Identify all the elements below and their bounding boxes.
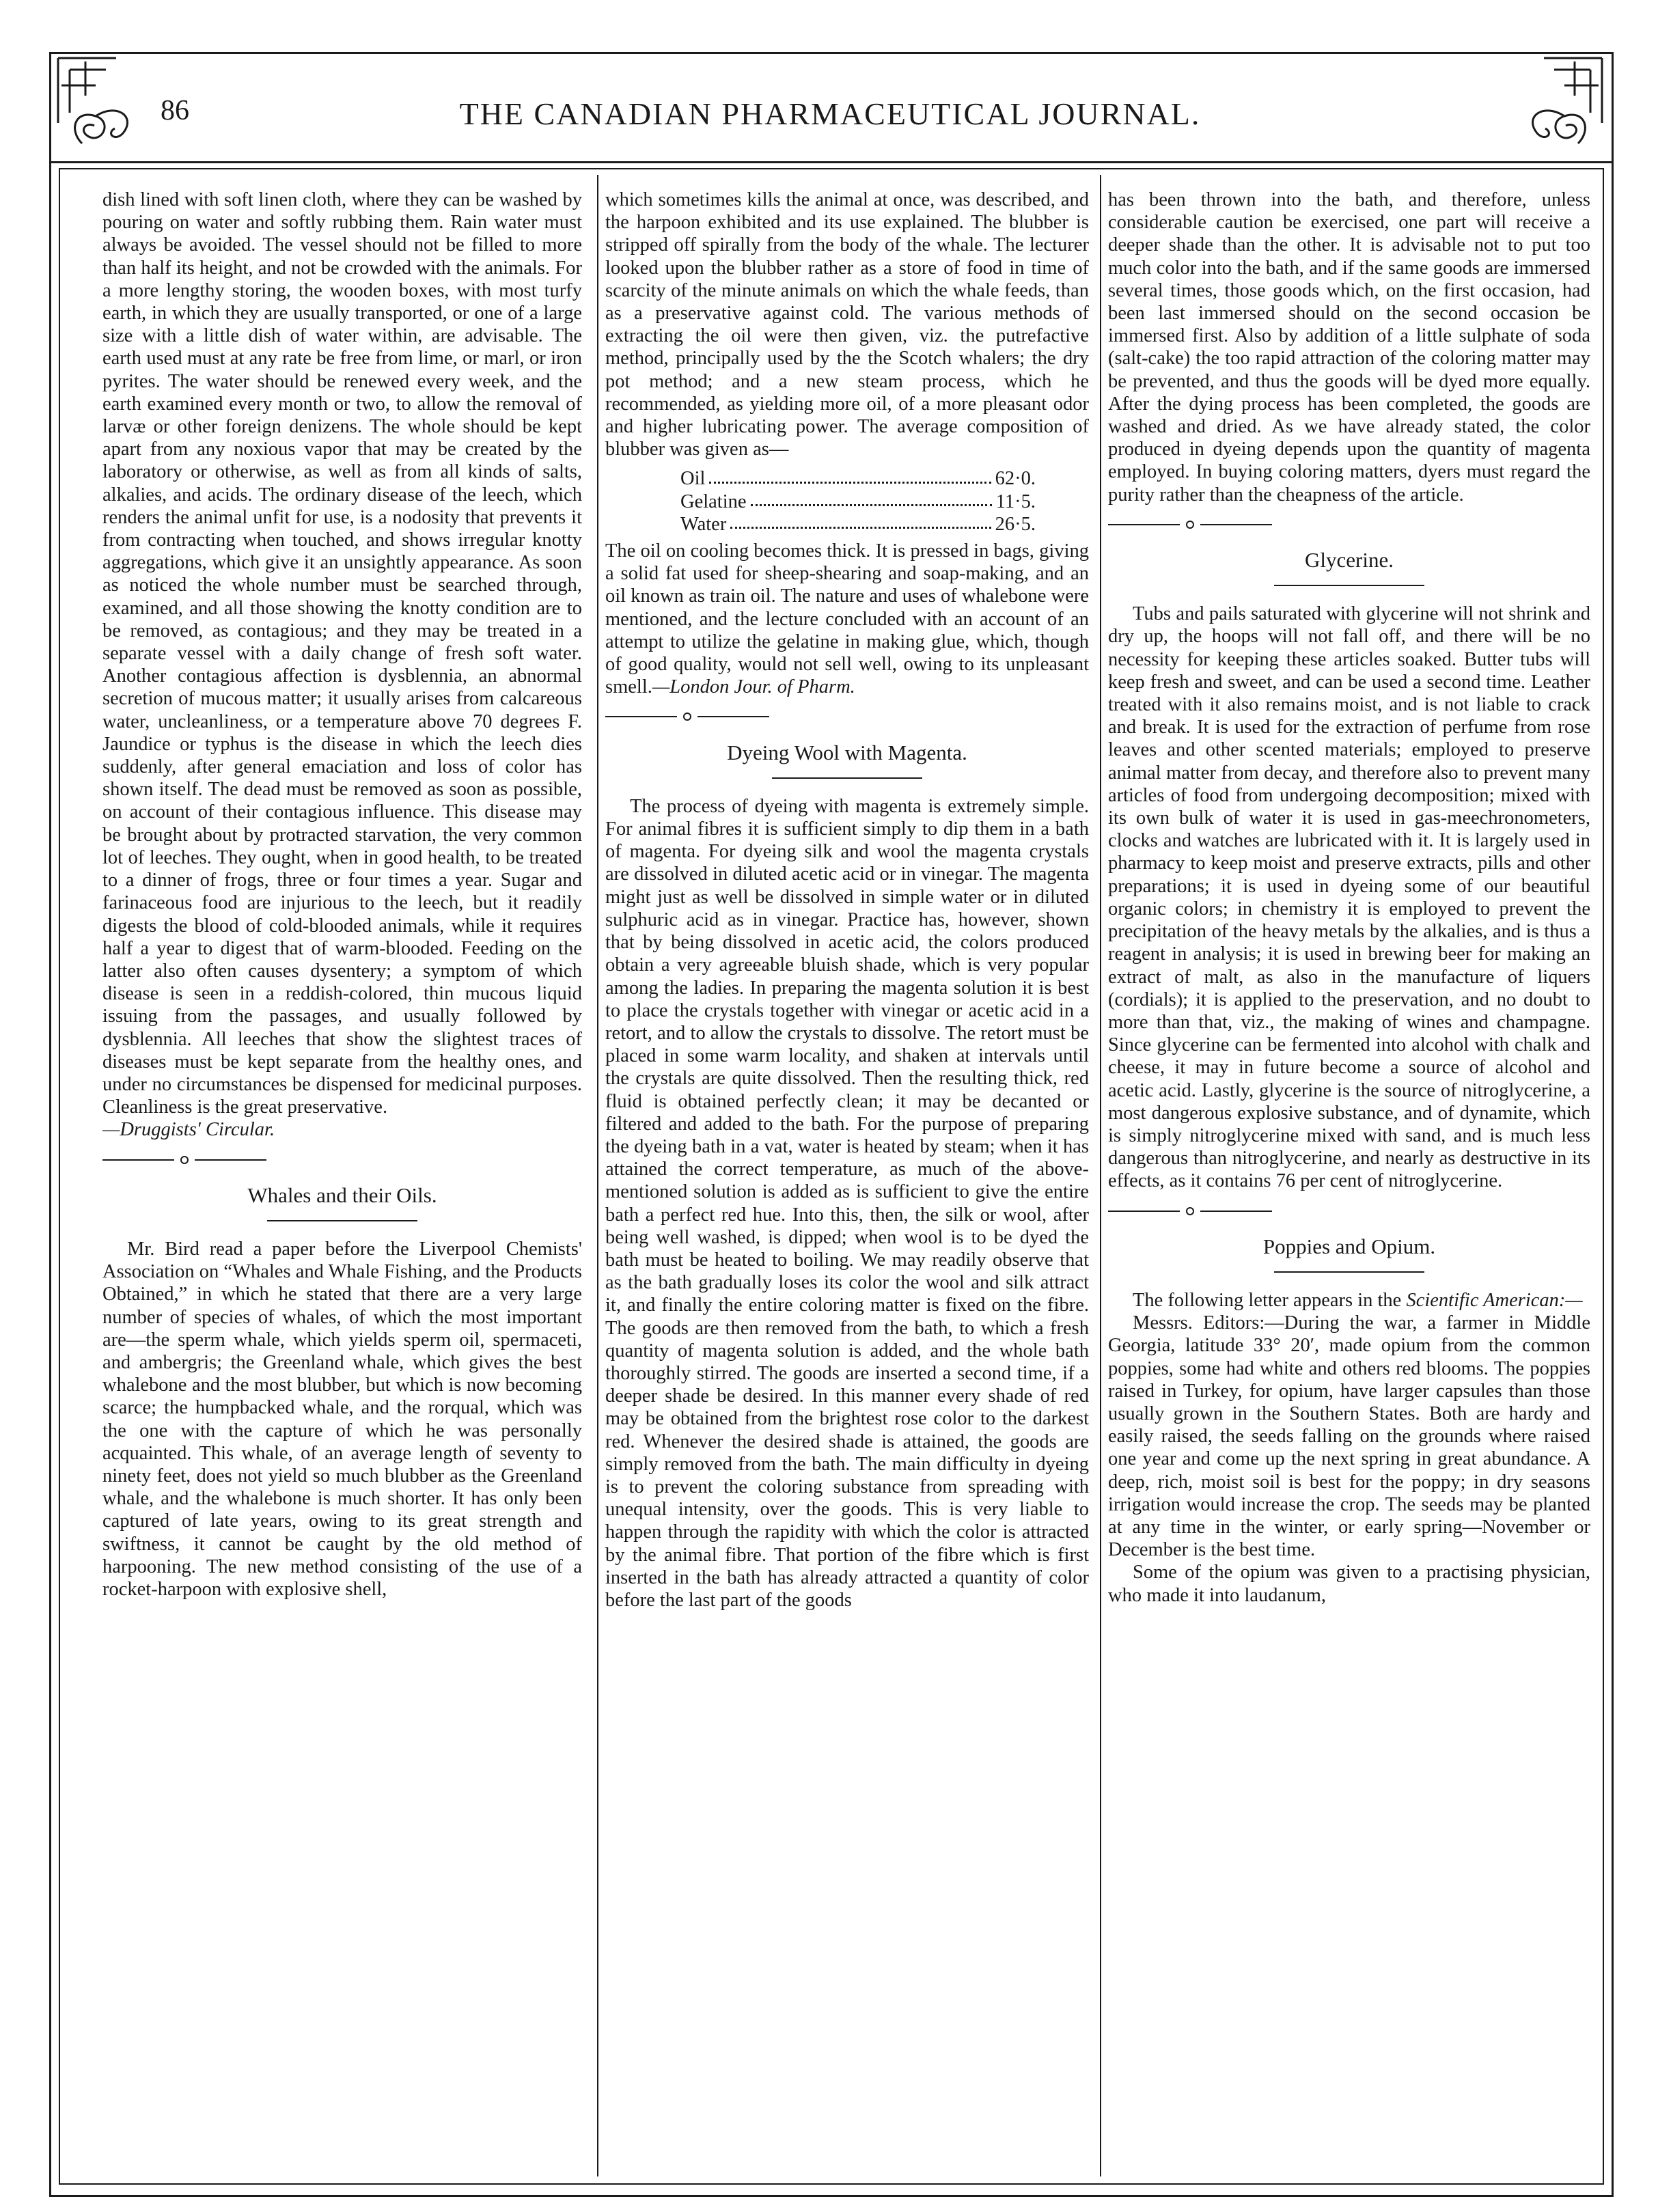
- composition-row: [680, 490, 1036, 513]
- article-source: —London Jour. of Pharm.: [652, 676, 855, 698]
- leech-article-paragraph: dish lined with soft linen cloth, where they can be washed by pouring on water and softly rubbing them. Rain water must always be avoided. The vessel should not be filled to more than half its height, and not be crowded with the animals. For a more lengthy storing, the wooden boxes, with most turfy earth, in which they are usually transported, or one of a large size with a little dish of water within, are advisable. The earth used must at any rate be free from lime, or marl, or iron pyrites. The water should be renewed every week, and the earth examined every month or two, to allow the removal of larvæ or other foreign denizens. The whole should be kept apart from any noxious vapor that may be created by the laboratory or otherwise, as well as from all kinds of salts, alkalies, and acids. The ordinary disease of the leech, which renders the animal unfit for use, is a nodosity that prevents it from contracting when touched, and shows irregular knotty aggregations, which give it an unsightly appearance. As soon as noticed the whole number must be searched through, examined, and all those showing the knotty condition are to be removed, as contagious; and they may be treated in a separate vessel with a daily change of fresh soft water. Another contagious affection is dysblennia, an abnormal secretion of mucous matter; it usually arises from calcareous water, uncleanliness, or a temperature above 70 degrees F. Jaundice or typhus is the disease in which the leech dies suddenly, after general emaciation and loss of color has shown itself. The dead must be removed as soon as possible, on account of their contagious influence. This disease may be brought about by protracted starvation, the very common lot of leeches. They ought, when in good health, to be treated to a dinner of frogs, three or four times a year. Sugar and farinaceous food are injurious to the leech, but it readily digests the blood of cold-blooded animals, while it requires half a year to digest that of warm-blooded. Feeding on the latter also often causes dysentery; a symptom of which disease is seen in a reddish-colored, thin mucous liquid issuing from the passages, and usually followed by dysblennia. All leeches that show the slightest traces of diseases must be kept separate from the healthy ones, and under no circumstances be dispensed for medicinal purposes. Cleanliness is the great preservative.: [102, 189, 582, 1118]
- dyeing-article-paragraph: The process of dyeing with magenta is extremely simple. For animal fibres it is sufficient simply to dip them in a bath of magenta. For dyeing silk and wool the magenta crystals are dissolved in diluted acetic acid or in vinegar. The magenta might just as well be dissolved in simple water or in diluted sulphuric acid as in vinegar. Practice has, however, shown that by being dissolved in acetic acid, the colors produced obtain a very agreeable bluish shade, which is very popular among the ladies. In preparing the magenta solution it is best to place the crystals together with vinegar or acetic acid in a retort, and to allow the crystals to dissolve. The retort must be placed in some warm locality, and shaken at intervals until the crystals are quite dissolved. Then the resulting thick, red fluid is obtained perfectly clean; it may be decanted or filtered and added to the bath. For the purpose of preparing the dyeing bath in a vat, water is heated by steam; when it has attained the correct temperature, as much of the above-mentioned solution is added as is sufficient to give the entire bath a perfect red hue. Into this, then, the silk or wool, after being well washed, is dipped; when wool is to be dyed the bath must be heated to boiling. We may readily observe that as the bath gradually loses its color the wool and silk attract it, and finally the entire coloring matter is fixed on the fibre. The goods are then removed from the bath, to which a fresh quantity of magenta solution is added, and the whole bath thoroughly stirred. The goods are inserted a second time, if a deeper shade be desired. In this manner every shade of red may be obtained from the brightest rose color to the darkest red. Whenever the desired shade is attained, the goods are simply removed from the bath. The main difficulty in dyeing is to prevent the coloring substance from spreading with unequal intensity, over the goods. This is very liable to happen through the rapidity with which the color is attracted by the animal fibre. That portion of the fibre which is first inserted in the bath has already attracted a quantity of color before the last part of the goods: [605, 795, 1089, 1611]
- article-heading: Dyeing Wool with Magenta.: [727, 740, 967, 764]
- poppies-letter-paragraph: Messrs. Editors:—During the war, a farmer in Middle Georgia, latitude 33° 20′, made opium from the common poppies, some had white and others red blooms. The poppies raised in Turkey, for opium, have larger capsules than those usually grown in the Southern States. Both are hardy and easily raised, the seeds falling on the grounds where raised one year and come up the next spring in great abundance. A deep, rich, moist soil is best for the poppy; in dry seasons irrigation would increase the crop. The seeds may be planted at any time in the winter, or early spring—November or December is the best time.: [1108, 1312, 1590, 1561]
- leader-dots: [709, 467, 991, 483]
- section-divider: [102, 1155, 266, 1165]
- composition-row: [680, 467, 1036, 490]
- article-source: —Druggists' Circular.: [102, 1119, 275, 1141]
- composition-name: Water: [680, 513, 727, 535]
- section-divider: [605, 712, 769, 721]
- composition-value: 11·5.: [995, 490, 1036, 512]
- section-divider: [1108, 520, 1272, 529]
- section-divider: [1108, 1206, 1272, 1216]
- page-number: 86: [161, 95, 189, 126]
- composition-name: Oil: [680, 468, 706, 490]
- dyeing-article-paragraph: has been thrown into the bath, and therefore, unless considerable caution be exercised, one part will receive a deeper shade than the other. It is advisable not to put too much color into the bath, and if the same goods are immersed several times, those goods which, on the first occasion, had been last immersed should on the second occasion be immersed first. Also by addition of a little sulphate of soda (salt-cake) the too rapid attraction of the coloring matter may be prevented, and thus the goods will be dyed more equally. After the dying process has been completed, the goods are washed and dried. As we have already stated, the color produced in dyeing depends upon the quantity of magenta employed. In buying coloring matters, dyers must regard the purity rather than the cheapness of the article.: [1108, 189, 1590, 506]
- heading-rule: [772, 777, 922, 779]
- whales-article-paragraph: Mr. Bird read a paper before the Liverpool Chemists' Association on “Whales and Whale Fishing, and the Products Obtained,” in which he stated that there are a very large number of species of whales, of which the most important are—the sperm whale, which yields sperm oil, spermaceti, and ambergris; the Greenland whale, which gives the best whalebone and the most blubber, but which is now becoming scarce; the humpbacked whale, and the rorqual, which was the one with the capture of which he was personally acquainted. This whale, of an average length of seventy to ninety feet, does not yield so much blubber as the Greenland whale, and the whalebone is much shorter. It has only been captured of late years, owing to its great strength and swiftness, it cannot be caught by the old method of harpooning. The new method consisting of the use of a rocket-harpoon with explosive shell,: [102, 1238, 582, 1600]
- column-1: [102, 189, 582, 2170]
- article-heading: Glycerine.: [1305, 548, 1394, 572]
- poppies-letter-paragraph: Some of the opium was given to a practising physician, who made it into laudanum,: [1108, 1562, 1590, 1606]
- composition-row: [680, 513, 1036, 536]
- whales-article-paragraph: [605, 540, 1089, 698]
- column-rule: [597, 175, 598, 2176]
- composition-value: 26·5.: [995, 513, 1036, 535]
- poppies-intro-text: The following letter appears in the: [1133, 1289, 1407, 1311]
- composition-value: 62·0.: [995, 468, 1036, 490]
- corner-ornament-left: [55, 55, 157, 164]
- poppies-intro-paragraph: [1108, 1289, 1590, 1312]
- leader-dots: [730, 513, 991, 529]
- column-rule: [1100, 175, 1101, 2176]
- article-heading: Whales and their Oils.: [247, 1183, 437, 1207]
- composition-name: Gelatine: [680, 490, 747, 512]
- publication-name: Scientific American:—: [1406, 1289, 1583, 1311]
- heading-rule: [1274, 1271, 1424, 1273]
- glycerine-article-paragraph: Tubs and pails saturated with glycerine will not shrink and dry up, the hoops will not fall off, and there will be no necessity for keeping these articles soaked. Butter tubs will keep fresh and sweet, and can be used a second time. Leather treated with it also remains moist, and is not liable to crack and break. It is used for the extraction of perfume from rose leaves and other scented materials; employed to preserve animal matter from decay, and therefore also to prevent many articles of food from undergoing decomposition; mixed with its own bulk of water it is used in gas-meechronometers, clocks and watches are lubricated with it. It is largely used in pharmacy to keep moist and preserve extracts, pills and other preparations; it is used in dyeing some of our beautiful organic colors; in chemistry it is employed to prevent the precipitation of the heavy metals by the alkalies, and is thus a reagent in analysis; it is used in brewing beer for making an extract of malt, as also in the manufacture of liquers (cordials); it is applied to the preservation, and no doubt to more than that, viz., the making of wines and champagne. Since glycerine can be fermented into alcohol with chalk and cheese, it may in future become a source of alcohol and acetic acid. Lastly, glycerine is the source of nitroglycerine, a most dangerous explosive substance, and of dynamite, which is simply nitroglycerine mixed with sand, and is much less dangerous than nitroglycerine, and nearly as destructive in its effects, as it contains 76 per cent of nitroglycerine.: [1108, 603, 1590, 1192]
- journal-title: THE CANADIAN PHARMACEUTICAL JOURNAL.: [459, 96, 1201, 131]
- corner-ornament-right: [1503, 55, 1605, 164]
- article-heading: Poppies and Opium.: [1262, 1234, 1436, 1258]
- column-2: [605, 189, 1089, 2170]
- column-3: [1108, 189, 1590, 2170]
- heading-rule: [1274, 585, 1424, 586]
- whales-article-paragraph: which sometimes kills the animal at once, was described, and the harpoon exhibited and its use explained. The blubber is stripped off spirally from the body of the whale. The lecturer looked upon the blubber rather as a store of food in time of scarcity of the minute animals on which the whale feeds, than as a preservative against cold. The various methods of extracting the oil were then given, viz. the putrefactive method, principally used by the the Scotch whalers; the dry pot method; and a new steam process, which he recommended, as yielding more oil, of a more pleasant odor and higher lubricating power. The average composition of blubber was given as—: [605, 189, 1089, 460]
- heading-rule: [267, 1220, 417, 1221]
- header-rule: [49, 161, 1614, 163]
- leader-dots: [751, 490, 992, 506]
- whales-article-text: The oil on cooling becomes thick. It is pressed in bags, giving a solid fat used for sheep-shearing and soap-making, and an oil known as train oil. The nature and uses of whalebone were mentioned, and the lecture concluded with an account of an attempt to utilize the gelatine in making glue, which, though of good quality, would not sell well, owing to its unpleasant smell.: [605, 540, 1089, 698]
- blubber-composition-list: [680, 467, 1089, 536]
